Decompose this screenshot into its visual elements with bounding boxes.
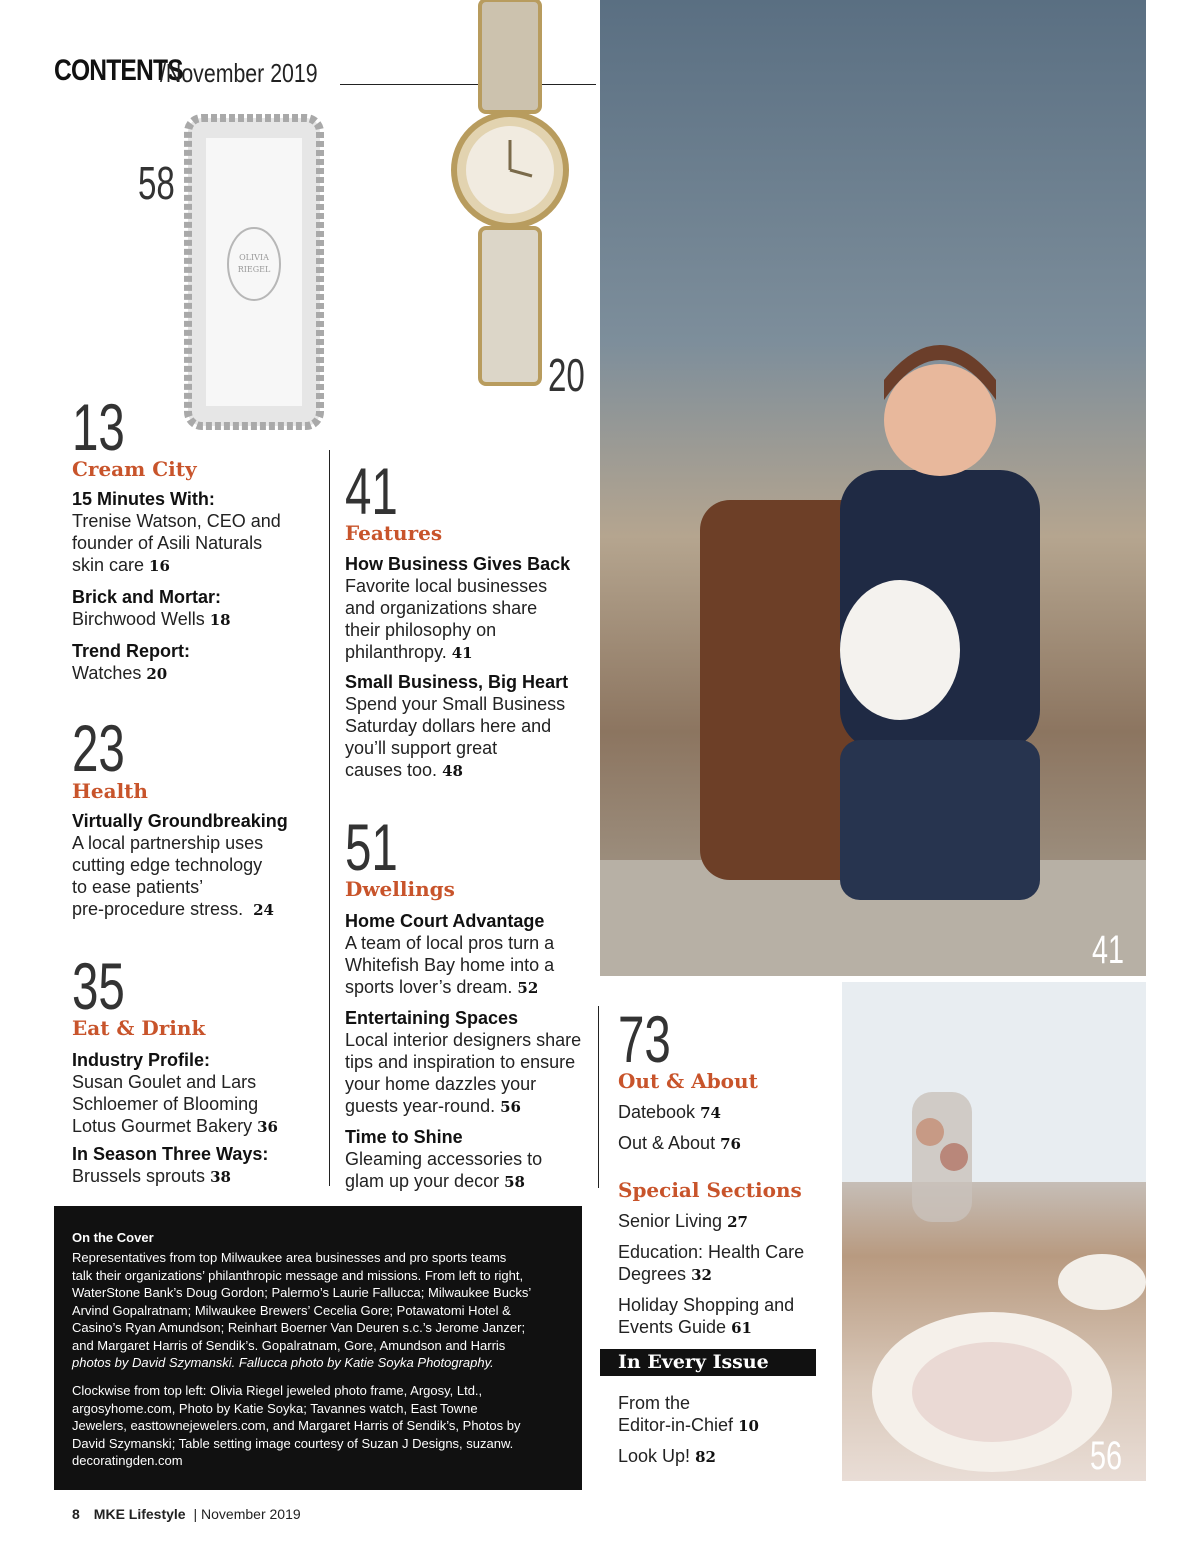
item-desc: causes too. [345,760,438,780]
page-ref: 48 [442,762,463,780]
item-desc: your home dazzles your [345,1074,537,1094]
out-about-items [618,1101,833,1155]
item-desc: and organizations share [345,598,538,618]
page-ref: 38 [210,1168,231,1186]
section-title-out-about: Out & About [618,1069,758,1093]
item-desc: glam up your decor [345,1171,500,1191]
item-desc: their philosophy on [345,620,497,640]
section-number-13: 13 [72,390,125,464]
page-ref: 61 [731,1319,752,1337]
item-title: Small Business, Big Heart [345,672,569,692]
section-number-51: 51 [345,810,398,884]
page-ref: 52 [517,979,539,997]
magazine-name: MKE Lifestyle [93,1506,186,1522]
section-title-eat-drink: Eat & Drink [72,1016,206,1040]
page-ref: 18 [209,611,231,629]
section-title-features: Features [345,521,443,545]
frame-text-1: OLIVIA [239,253,269,262]
features-items [345,553,595,782]
item-text: Senior Living [618,1211,723,1231]
item-desc: guests year-round. [345,1096,496,1116]
page-ref: 27 [727,1213,748,1231]
item-text: From the [618,1393,691,1413]
item-title: Entertaining Spaces [345,1008,519,1028]
cover-line: Casino’s Ryan Amundson; Reinhart Boerner Van Deuren s.c.’s Jerome Janzer; [72,1320,526,1335]
page-ref: 82 [695,1448,716,1466]
item-text: Datebook [618,1102,696,1122]
cover-line: Jewelers, easttownejewelers.com, and Margaret Harris of Sendik’s, Photos by [72,1418,521,1433]
frame-text-2: RIEGEL [237,265,271,274]
item-text: Education: Health Care [618,1242,805,1262]
item-desc: Spend your Small Business [345,694,566,714]
item-desc: Susan Goulet and Lars [72,1072,257,1092]
item-desc: Lotus Gourmet Bakery [72,1116,253,1136]
section-title-in-every-issue: In Every Issue [618,1351,769,1373]
in-every-issue-banner [600,1349,816,1376]
item-desc: Gleaming accessories to [345,1149,543,1169]
cover-line: Arvind Gopalratnam; Milwaukee Brewers’ Cecelia Gore; Potawatomi Hotel & [72,1302,511,1318]
item-desc: Favorite local businesses [345,576,548,596]
item-title: 15 Minutes With: [72,489,215,509]
main-photo-page-number: 41 [1092,928,1125,972]
cover-line: and Margaret Harris of Sendik’s. Gopalratnam, Gore, Amundson and Harris [72,1337,506,1353]
item-desc: founder of Asili Naturals [72,533,263,553]
item-text: Editor-in-Chief [618,1415,734,1435]
item-desc: Whitefish Bay home into a [345,955,555,975]
photo-frame-image [184,114,324,430]
section-title-health: Health [72,779,148,803]
item-title: Virtually Groundbreaking [72,811,288,831]
item-title: How Business Gives Back [345,554,571,574]
item-desc: Brussels sprouts [72,1166,206,1186]
item-desc: sports lover’s dream. [345,977,513,997]
cover-line: David Szymanski; Table setting image courtesy of Suzan J Designs, suzanw. [72,1435,514,1451]
in-every-issue-items [618,1392,833,1468]
watch-image [440,0,580,392]
health-items [72,810,322,921]
contents-heading: CONTENTS [54,54,183,87]
item-title: Brick and Mortar: [72,587,222,607]
item-desc: Saturday dollars here and [345,716,552,736]
item-desc: pre-procedure stress. [72,899,244,919]
section-title-cream-city: Cream City [72,457,197,481]
item-text: Look Up! [618,1446,691,1466]
page-ref: 20 [146,665,168,683]
page-footer [72,1506,301,1522]
footer-date: November 2019 [201,1506,301,1522]
item-desc: Trenise Watson, CEO and [72,511,281,531]
item-text: Events Guide [618,1317,727,1337]
cover-paragraph-2 [72,1382,552,1470]
page-ref: 41 [451,644,473,662]
item-title: Time to Shine [345,1127,463,1147]
item-desc: philanthropy. [345,642,447,662]
page-ref: 36 [257,1118,278,1136]
section-title-dwellings: Dwellings [345,877,455,901]
item-desc: A local partnership uses [72,833,264,853]
item-text: Out & About [618,1133,716,1153]
on-the-cover-box [54,1206,582,1490]
page-ref: 10 [738,1417,759,1435]
item-desc: A team of local pros turn a [345,933,555,953]
cover-line: Clockwise from top left: Olivia Riegel jeweled photo frame, Argosy, Ltd., [72,1383,483,1398]
section-title-special-sections: Special Sections [618,1178,802,1202]
page-ref: 32 [691,1266,712,1284]
column-divider-right [598,1006,599,1188]
item-title: Home Court Advantage [345,911,545,931]
item-desc: skin care [72,555,145,575]
item-title: Trend Report: [72,641,191,661]
page-ref: 76 [720,1135,741,1153]
page-ref: 58 [504,1173,525,1191]
item-title: Industry Profile: [72,1050,211,1070]
footer-separator: | [193,1506,198,1522]
cover-paragraph-1 [72,1249,552,1372]
cover-title: On the Cover [72,1230,154,1245]
section-number-41: 41 [345,454,398,528]
page-ref: 56 [500,1098,521,1116]
cover-line: decoratingden.com [72,1453,183,1468]
cover-line: WaterStone Bank’s Doug Gordon; Palermo’s Laurie Fallucca; Milwaukee Bucks’ [72,1285,532,1300]
item-desc: Watches [72,663,142,683]
cover-portrait-photo [600,0,1146,976]
item-desc: Birchwood Wells [72,609,205,629]
cover-line: talk their organizations’ philanthropic message and missions. From left to right, [72,1267,524,1283]
eat-drink-items [72,1049,322,1188]
cover-line: Representatives from top Milwaukee area businesses and pro sports teams [72,1250,507,1265]
item-desc: tips and inspiration to ensure [345,1052,576,1072]
item-text: Degrees [618,1264,687,1284]
folio-number: 8 [72,1506,80,1522]
item-text: Holiday Shopping and [618,1295,795,1315]
page-ref: 74 [700,1104,721,1122]
item-desc: Schloemer of Blooming [72,1094,259,1114]
table-photo-page-number: 56 [1090,1434,1123,1478]
cover-line: photos by David Szymanski. Fallucca photo by Katie Soyka Photography. [72,1355,494,1370]
watch-page-number: 20 [548,349,585,401]
item-desc: you’ll support great [345,738,498,758]
column-divider-left [329,450,330,1186]
section-number-23: 23 [72,711,125,785]
table-setting-photo [842,982,1146,1481]
item-title: In Season Three Ways: [72,1144,269,1164]
section-number-73: 73 [618,1002,671,1076]
item-desc: to ease patients’ [72,877,204,897]
item-desc: cutting edge technology [72,855,263,875]
cover-line: argosyhome.com, Photo by Katie Soyka; Tavannes watch, East Towne [72,1400,478,1416]
page-ref: 16 [149,557,170,575]
item-desc: Local interior designers share [345,1030,582,1050]
section-number-35: 35 [72,949,125,1023]
special-sections-items [618,1210,833,1339]
dwellings-items [345,910,595,1193]
frame-page-number: 58 [138,157,175,209]
portrait-illustration [600,0,1146,976]
cream-city-items [72,488,322,685]
page-ref: 24 [253,901,274,919]
table-setting-illustration [842,982,1146,1481]
issue-date: /November 2019 [160,58,318,88]
